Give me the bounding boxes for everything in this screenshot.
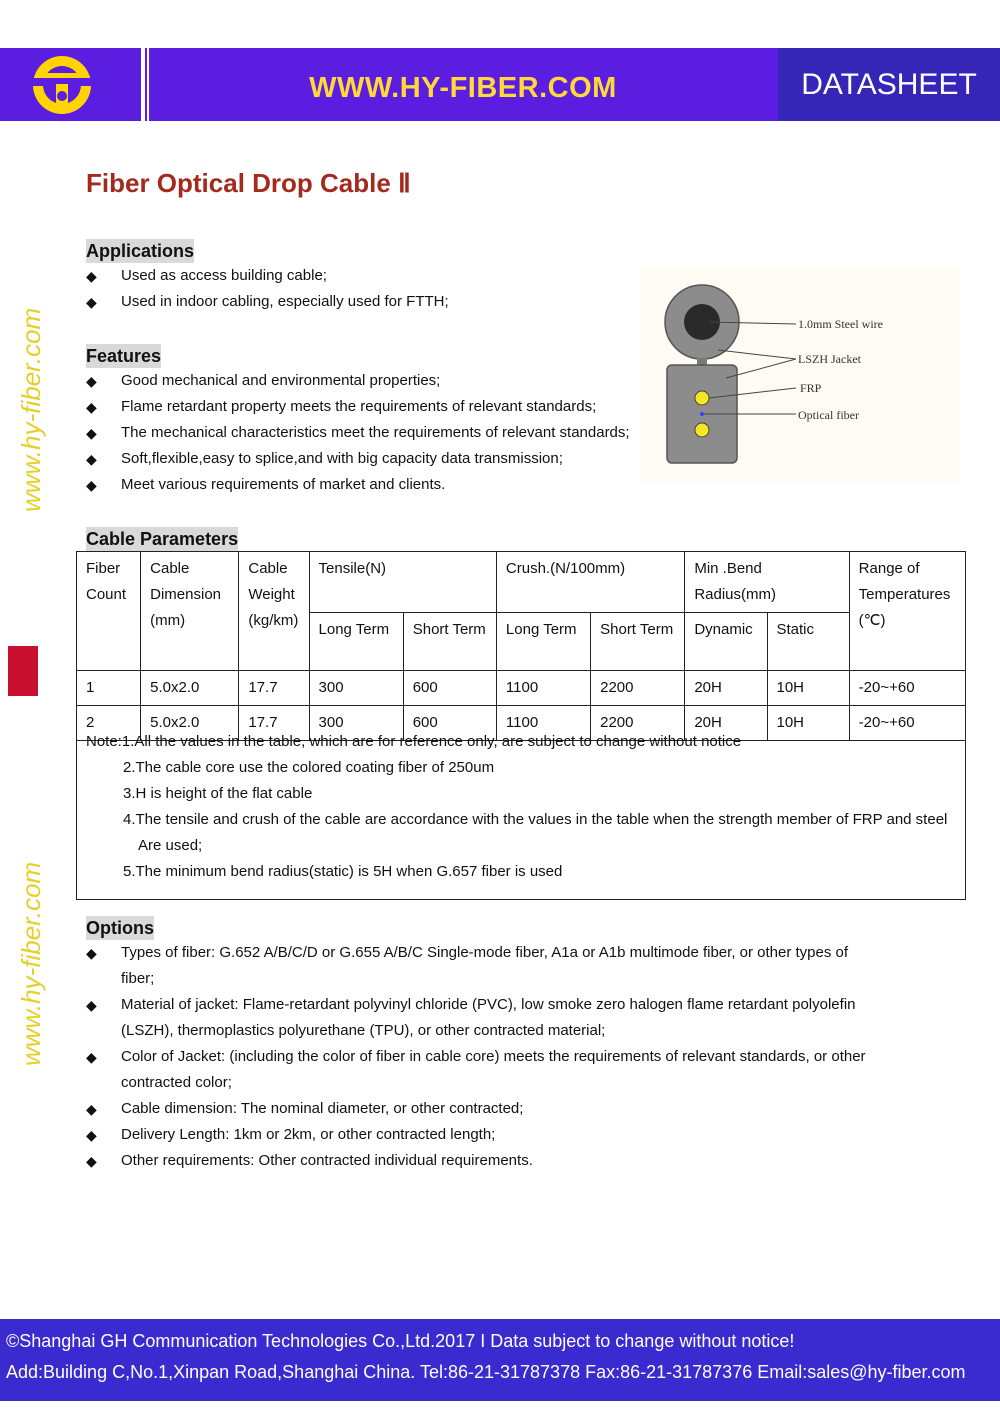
- diamond-bullet-icon: ◆: [86, 477, 97, 493]
- list-item-text: Flame retardant property meets the requirements of relevant standards;: [121, 398, 597, 415]
- diamond-bullet-icon: ◆: [86, 373, 97, 389]
- header-crush: Crush.(N/100mm): [496, 552, 684, 613]
- diamond-bullet-icon: ◆: [86, 945, 97, 961]
- list-item-text: The mechanical characteristics meet the requirements of relevant standards;: [121, 424, 630, 441]
- header-crush-long: Long Term: [496, 613, 590, 671]
- list-item: [86, 940, 886, 992]
- features-heading: Features: [86, 346, 162, 366]
- frp-top: [695, 391, 709, 405]
- list-item-text: Good mechanical and environmental properties;: [121, 372, 441, 389]
- table-cell: 300: [309, 706, 403, 741]
- table-cell: 20H: [685, 671, 767, 706]
- datasheet-label: DATASHEET: [778, 48, 1000, 121]
- list-item-text: Color of Jacket: (including the color of fiber in cable core) meets the requirements of relevant standards, or other: [121, 1048, 866, 1065]
- diamond-bullet-icon: ◆: [86, 399, 97, 415]
- list-item: [86, 446, 630, 472]
- header-divider-thin: [147, 48, 149, 121]
- table-cell: 5.0x2.0: [141, 671, 239, 706]
- cable-cross-section-diagram: [640, 268, 960, 483]
- applications-heading: Applications: [86, 241, 195, 261]
- list-item: [86, 289, 449, 315]
- note-line: 3.H is height of the flat cable: [123, 785, 313, 802]
- side-red-marker: [8, 646, 38, 696]
- hy-fiber-logo-icon: [0, 48, 140, 121]
- options-heading: Options: [86, 918, 154, 938]
- table-cell: 2200: [591, 671, 685, 706]
- list-item: [86, 368, 630, 394]
- label-optical-fiber: Optical fiber: [798, 408, 859, 422]
- list-item-text: Material of jacket: Flame-retardant polyvinyl chloride (PVC), low smoke zero halogen flame retardant polyolefin: [121, 996, 856, 1013]
- header-divider: [141, 48, 145, 121]
- list-item: [86, 472, 630, 498]
- diamond-bullet-icon: ◆: [86, 294, 97, 310]
- header-fiber-count: Fiber Count: [77, 552, 141, 671]
- note-line: 5.The minimum bend radius(static) is 5H when G.657 fiber is used: [123, 863, 563, 880]
- diamond-bullet-icon: ◆: [86, 1101, 97, 1117]
- side-watermark-top: www.hy-fiber.com: [16, 307, 46, 512]
- list-item-text: Types of fiber: G.652 A/B/C/D or G.655 A/B/C Single-mode fiber, A1a or A1b multimode fiber, or other types of: [121, 944, 849, 961]
- list-item: [86, 1148, 886, 1174]
- header-tensile-short: Short Term: [403, 613, 496, 671]
- table-cell: 17.7: [239, 706, 309, 741]
- footer-copyright: ©Shanghai GH Communication Technologies Co.,Ltd.2017 I Data subject to change without notice!: [6, 1331, 795, 1351]
- note-line: Are used;: [138, 837, 203, 854]
- list-item-text: Used as access building cable;: [121, 267, 327, 284]
- page-title: Fiber Optical Drop Cable Ⅱ: [86, 168, 411, 198]
- diamond-bullet-icon: ◆: [86, 1153, 97, 1169]
- header-temperature: Range of Temperatures (℃): [849, 552, 965, 671]
- list-item-text: fiber;: [121, 970, 155, 987]
- optical-fiber: [700, 412, 704, 416]
- site-url[interactable]: WWW.HY-FIBER.COM: [309, 72, 617, 104]
- table-row: [77, 671, 966, 706]
- diamond-bullet-icon: ◆: [86, 451, 97, 467]
- diamond-bullet-icon: ◆: [86, 1049, 97, 1065]
- header-tensile-long: Long Term: [309, 613, 403, 671]
- options-list: [86, 940, 886, 1174]
- header-bend-static: Static: [767, 613, 849, 671]
- list-item-text: Meet various requirements of market and clients.: [121, 476, 446, 493]
- header-cable-weight: Cable Weight (kg/km): [239, 552, 309, 671]
- list-item-text: Used in indoor cabling, especially used for FTTH;: [121, 293, 449, 310]
- list-item-text: Other requirements: Other contracted individual requirements.: [121, 1152, 533, 1169]
- table-cell: 10H: [767, 671, 849, 706]
- table-notes: [86, 729, 962, 885]
- diamond-bullet-icon: ◆: [86, 1127, 97, 1143]
- applications-list: [86, 263, 449, 315]
- table-cell: 600: [403, 706, 496, 741]
- note-line: 2.The cable core use the colored coating fiber of 250um: [123, 759, 495, 776]
- list-item: [86, 1044, 886, 1096]
- list-item-text: Cable dimension: The nominal diameter, or other contracted;: [121, 1100, 524, 1117]
- table-cell: 2200: [591, 706, 685, 741]
- header-bend-radius: Min .Bend Radius(mm): [685, 552, 849, 613]
- table-cell: -20~+60: [849, 671, 965, 706]
- label-steel-wire: 1.0mm Steel wire: [798, 317, 883, 331]
- diamond-bullet-icon: ◆: [86, 268, 97, 284]
- diamond-bullet-icon: ◆: [86, 997, 97, 1013]
- footer-bar: [0, 1319, 1000, 1401]
- table-cell: 17.7: [239, 671, 309, 706]
- table-cell: 2: [77, 706, 141, 741]
- list-item: [86, 992, 886, 1044]
- list-item: [86, 420, 630, 446]
- list-item-text: contracted color;: [121, 1074, 232, 1091]
- list-item-text: (LSZH), thermoplastics polyurethane (TPU), or other contracted material;: [121, 1022, 606, 1039]
- parameters-heading: Cable Parameters: [86, 529, 239, 549]
- table-cell: 1100: [496, 706, 590, 741]
- header-bend-dynamic: Dynamic: [685, 613, 767, 671]
- frp-bottom: [695, 423, 709, 437]
- table-cell: -20~+60: [849, 706, 965, 741]
- note-line: 4.The tensile and crush of the cable are accordance with the values in the table when the strength member of FRP and steel: [123, 811, 948, 828]
- features-list: [86, 368, 630, 498]
- header-cable-dimension: Cable Dimension (mm): [141, 552, 239, 671]
- list-item: [86, 263, 449, 289]
- list-item-text: Delivery Length: 1km or 2km, or other contracted length;: [121, 1126, 496, 1143]
- table-cell: 20H: [685, 706, 767, 741]
- table-cell: 1100: [496, 671, 590, 706]
- table-cell: 10H: [767, 706, 849, 741]
- header-crush-short: Short Term: [591, 613, 685, 671]
- table-cell: 600: [403, 671, 496, 706]
- logo: [0, 48, 140, 121]
- list-item: [86, 1096, 886, 1122]
- footer-contact: Add:Building C,No.1,Xinpan Road,Shanghai China. Tel:86-21-31787378 Fax:86-21-31787376 Email:sales@hy-fiber.com: [6, 1362, 966, 1382]
- note-line: Note:1.All the values in the table, which are for reference only, are subject to change without notice: [86, 733, 742, 750]
- header-bar: [0, 48, 1000, 121]
- list-item: [86, 394, 630, 420]
- table-cell: 300: [309, 671, 403, 706]
- list-item: [86, 1122, 886, 1148]
- label-frp: FRP: [800, 381, 822, 395]
- table-cell: 1: [77, 671, 141, 706]
- header-tensile: Tensile(N): [309, 552, 496, 613]
- table-cell: 5.0x2.0: [141, 706, 239, 741]
- label-lszh-jacket: LSZH Jacket: [798, 352, 861, 366]
- diamond-bullet-icon: ◆: [86, 425, 97, 441]
- list-item-text: Soft,flexible,easy to splice,and with big capacity data transmission;: [121, 450, 563, 467]
- side-watermark-bottom: www.hy-fiber.com: [16, 861, 46, 1066]
